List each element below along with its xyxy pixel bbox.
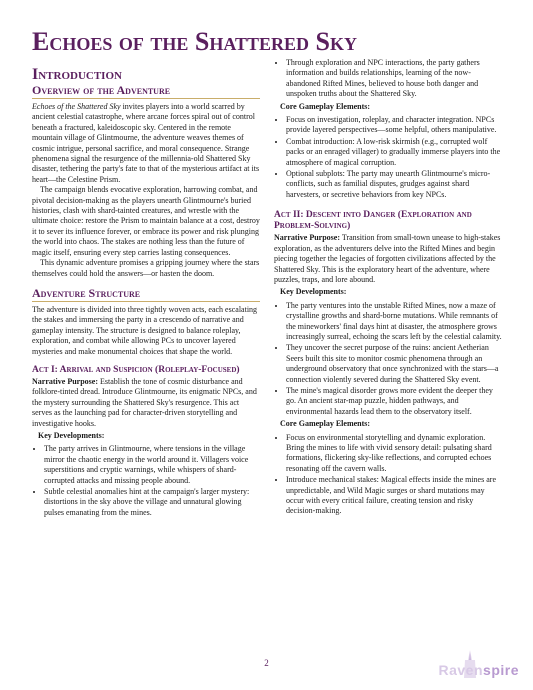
introduction-heading: Introduction — [32, 66, 122, 83]
list-item: • Subtle celestial anomalies hint at the campaign's larger mystery: distortions in the sky above the village and unnatural glowing pulses emanating from the mines. — [44, 487, 260, 518]
list-item: • The party ventures into the unstable Rifted Mines, now a maze of crystalline growths and shard-borne mutations. While remnants of the mineworkers' final days hint at disaster, the atmosphere grows increasingly surreal, echoing the scars left by the celestial calamity. — [286, 301, 502, 343]
act1-key-developments-list — [32, 444, 260, 518]
act1-key-developments-list-continued — [274, 58, 502, 100]
act2-key-developments-label: Key Developments: — [280, 287, 347, 297]
list-item: • Combat introduction: A low-risk skirmish (e.g., corrupted wolf packs or an enraged villager) to gradually immerse players into the atmosphere of magical corruption. — [286, 137, 502, 168]
document-title: Echoes of the Shattered Sky — [32, 27, 357, 56]
brand-wordmark: Ravenspire — [438, 662, 519, 678]
list-item: • The mine's magical disorder grows more evident the deeper they go. An ancient star-map puzzle, hidden pathways, and environmental hazards lead them to the observatory itself. — [286, 386, 502, 417]
overview-heading: Overview of the Adventure — [32, 84, 260, 99]
act2-core-gameplay-list — [274, 433, 502, 517]
overview-paragraph-1-text: invites players into a world scarred by ancient celestial catastrophe, where arcane forces spiral out of control beneath a fractured, kaleidoscopic sky. Centered in the remote mountain village of Glintmourne, the adventure weaves themes of cosmic intrigue, personal sacrifice, and moral consequence. Strange phenomena signal the resurgence of the millennia-old Shattered Sky disaster, tethering the party's fate to that of the mysterious artifact at its heart—the Celestine Prism. — [32, 102, 260, 184]
left-column — [32, 66, 260, 520]
act2-purpose-label: Narrative Purpose: — [274, 233, 340, 243]
page-number: 2 — [264, 658, 269, 668]
act1-core-gameplay-label: Core Gameplay Elements: — [280, 101, 371, 111]
act2-purpose-text: Transition from small-town unease to high-stakes exploration, as the adventurers delve into the Rifted Mines and begin piecing together the legacies of forgotten civilizations affected by the Shattered Sky. This is the exploratory heart of the adventure, where puzzles, traps, and lore abound. — [274, 233, 501, 284]
overview-paragraph-3: This dynamic adventure promises a gripping journey where the stars themselves could hold the answers—or hasten the doom. — [32, 258, 260, 278]
act2-core-gameplay-label: Core Gameplay Elements: — [280, 419, 371, 429]
act1-purpose-label: Narrative Purpose: — [32, 376, 98, 386]
overview-paragraph-2: The campaign blends evocative exploration, harrowing combat, and pivotal decision-making as the players unearth Glintmourne's buried histories, clash with shard-tainted creatures, and wrestle with the ultimate choice: restore the Prism to maintain balance at a cost, destroy it to sever its influence forever, or embrace its power and risk plunging the world into chaos. The stakes are nothing less than the future of magic itself, ensuring every step carries lasting consequences. — [32, 185, 260, 257]
act1-heading: Act I: Arrival and Suspicion (Roleplay-Focused) — [32, 364, 240, 375]
list-item: • Focus on investigation, roleplay, and character integration. NPCs provide layered perspectives—some helpful, others manipulative. — [286, 115, 502, 136]
brand-logo — [439, 650, 519, 680]
structure-paragraph: The adventure is divided into three tightly woven acts, each escalating the stakes and immersing the party in a crescendo of narrative and gameplay intensity. The structure is designed to balance roleplay, exploration, and combat while allowing PCs to uncover layered mysteries and make monumental choices that shape the world. — [32, 304, 258, 356]
act1-core-gameplay-list — [274, 115, 502, 200]
list-item: • Optional subplots: The party may unearth Glintmourne's micro-conflicts, such as familial disputes, grudges against shard harvesters, or secretive behaviors from key NPCs. — [286, 169, 502, 200]
overview-paragraph-1 — [32, 102, 260, 185]
right-column — [274, 58, 502, 519]
act2-purpose-paragraph — [274, 233, 502, 285]
act1-purpose-text: Establish the tone of cosmic disturbance and folklore-tinted dread. Introduce Glintmourne, its enigmatic NPCs, and the mystery surrounding the Shattered Sky's resurgence. This act serves as the launching pad for character-driven storytelling and investigative hooks. — [32, 376, 257, 428]
act2-heading: Act II: Descent into Danger (Exploration and Problem-Solving) — [274, 210, 472, 232]
list-item: • Through exploration and NPC interactions, the party gathers information and builds relationships, learning of the now-abandoned Rifted Mines, believed to house both danger and unspoken truths about the Shattered Sky. — [286, 58, 502, 100]
act2-key-developments-list — [274, 301, 502, 417]
act1-purpose-paragraph — [32, 377, 260, 429]
list-item: • The party arrives in Glintmourne, where tensions in the village mirror the chaotic energy in the world around it. Villagers voice superstitions and cryptic warnings, while whispers of shard-corrupted attacks and missing people abound. — [44, 444, 260, 486]
act1-key-developments-label: Key Developments: — [38, 430, 105, 440]
adventure-title-italic: Echoes of the Shattered Sky — [32, 102, 121, 111]
list-item: • Focus on environmental storytelling and dynamic exploration. Bring the mines to life with vivid sensory detail: pulsating shard formations, flickering sky-like reflections, and corrupted echoes resonating off the cavern walls. — [286, 433, 502, 475]
structure-heading: Adventure Structure — [32, 287, 260, 302]
list-item: • They uncover the secret purpose of the ruins: ancient Aetherian Seers built this site to monitor cosmic phenomena through an underground observatory that once synchronized with the stars—a connection violently severed during the Shattered Sky event. — [286, 343, 502, 385]
list-item: • Introduce mechanical stakes: Magical effects inside the mines are unpredictable, and Wild Magic surges or shard mutations may occur with every critical failure, creating tension and risky decision-making. — [286, 475, 502, 517]
